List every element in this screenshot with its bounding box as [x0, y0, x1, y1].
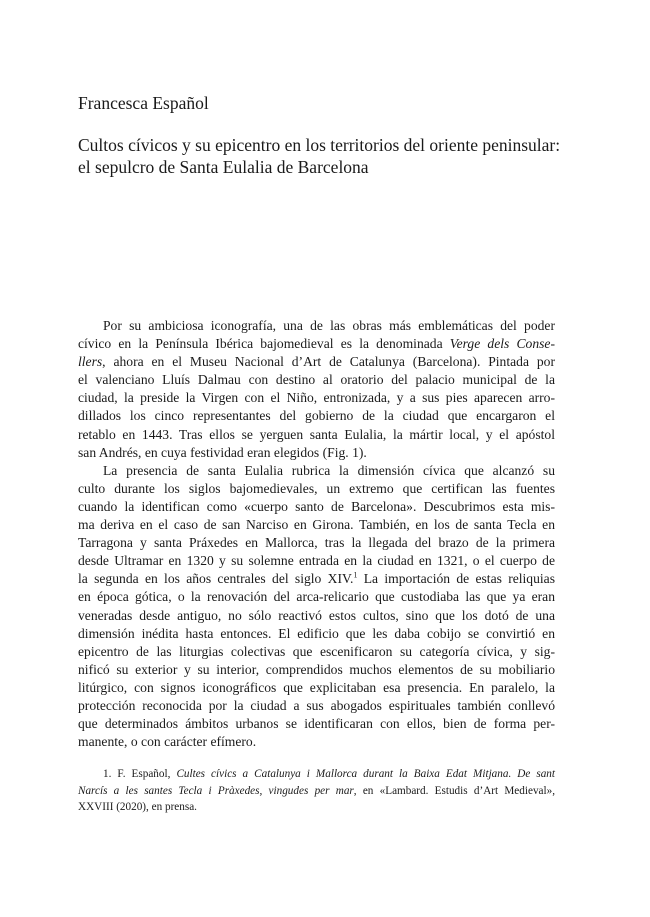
body-line: llers, ahora en el Museu Nacional d’Art de Catalunya (Barcelona). Pintada por [78, 354, 555, 370]
body-line: cívico en la Península Ibérica bajomedieval es la denominada Verge dels Conse- [78, 336, 555, 352]
cited-title: Cultes cívics a Catalunya i Mallorca durant la Baixa Edat Mitjana. De sant [176, 768, 555, 780]
footnote-line: XXVIII (2020), en prensa. [78, 801, 197, 814]
paragraph [78, 462, 555, 752]
body-line: veneradas desde antiguo, no sólo reactivó estos cultos, sino que los dotó de una [78, 607, 555, 623]
body-line: retablo en 1443. Tras ellos se yerguen santa Eulalia, la mártir local, y el apóstol [78, 426, 555, 442]
author-name: Francesca Español [78, 93, 209, 113]
article-body [78, 317, 555, 751]
body-line: Tarragona y santa Práxedes en Mallorca, tras la llegada del brazo de la primera [78, 535, 555, 551]
body-line: cuando la identifican como «cuerpo santo de Barcelona». Descubrimos esta mis- [78, 498, 555, 514]
artwork-title: llers [78, 354, 103, 370]
body-line: san Andrés, en cuya festividad eran elegidos (Fig. 1). [78, 444, 367, 460]
body-line: ciudad, la preside la Virgen con el Niño, entronizada, y a sus pies aparecen arro- [78, 390, 555, 406]
body-line: el valenciano Lluís Dalmau con destino al oratorio del palacio municipal de la [78, 372, 555, 388]
article-title [78, 134, 578, 178]
body-line: epicentro de las liturgias colectivas que escenificaron su categoría cívica, y sig- [78, 643, 555, 659]
body-line: protección reconocida por la ciudad a sus abogados espirituales también conllevó [78, 697, 555, 713]
cited-title: Narcís a les santes Tecla i Pràxedes, vingudes per mar [78, 784, 354, 797]
body-line: culto durante los siglos bajomedievales, un extremo que certifican las fuentes [78, 480, 555, 496]
body-line: litúrgico, con signos iconográficos que explicitaban esa presencia. En paralelo, la [78, 679, 555, 695]
body-line: Por su ambiciosa iconografía, una de las obras más emblemáticas del poder [103, 318, 555, 333]
body-line: la segunda en los años centrales del siglo XIV.$^1$ La importación de estas reliquias [78, 570, 555, 587]
artwork-title: Verge dels Conse- [449, 336, 555, 352]
body-line: en época gótica, o la renovación del arca-relicario que custodiaba las que ya eran [78, 589, 555, 605]
body-line: manente, o con carácter efímero. [78, 734, 257, 750]
title-line: Cultos cívicos y su epicentro en los territorios del oriente peninsular: [78, 135, 561, 155]
paragraph [78, 317, 555, 462]
body-line: que determinados ámbitos urbanos se identificaran con ellos, bien de forma per- [78, 716, 555, 732]
body-line: desde Ultramar en 1320 y su solemne entrada en la ciudad en 1321, o el cuerpo de [78, 553, 555, 569]
title-line: el sepulcro de Santa Eulalia de Barcelona [78, 157, 369, 177]
body-line: La presencia de santa Eulalia rubrica la dimensión cívica que alcanzó su [103, 462, 555, 478]
body-line: dimensión inédita hasta entonces. El edificio que les daba cobijo se convirtió en [78, 625, 555, 641]
body-line: ma deriva en el caso de san Narciso en Girona. También, en los de santa Tecla en [78, 517, 555, 533]
footnote-marker[interactable]: 1 [353, 570, 358, 580]
footnote-line: 1. F. Español, Cultes cívics a Catalunya i Mallorca durant la Baixa Edat Mitjana. De sant [103, 768, 555, 780]
footnote-line: Narcís a les santes Tecla i Pràxedes, vingudes per mar, en «Lambard. Estudis d’Art Medieval», [78, 784, 555, 797]
footnote [78, 766, 555, 816]
body-line: nificó su exterior y su interior, comprendidos muchos elementos de su mobiliario [78, 661, 555, 677]
body-line: dillados los cinco representantes del gobierno de la ciudad que encargaron el [78, 408, 555, 424]
